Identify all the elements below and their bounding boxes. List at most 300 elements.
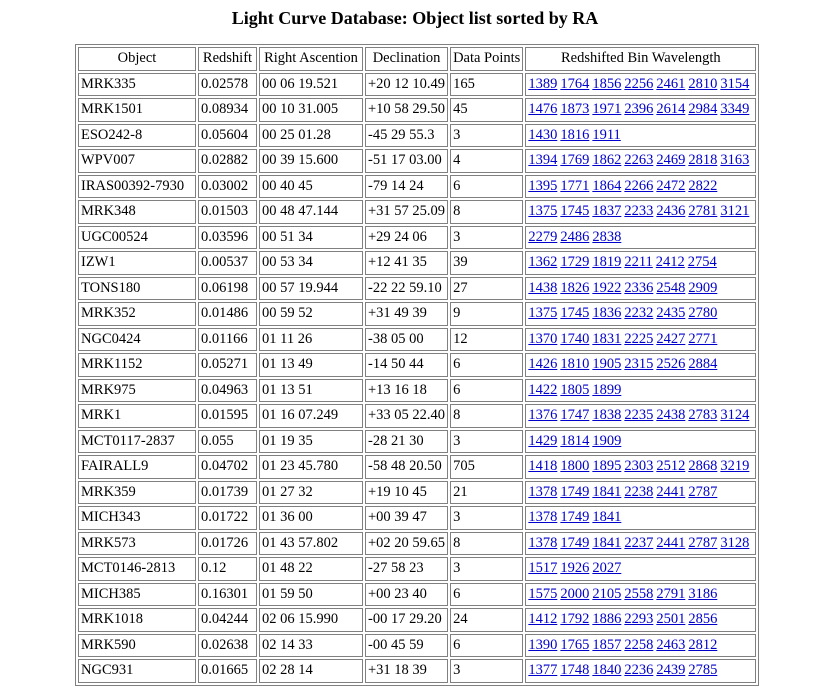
wavelength-link[interactable]: 1375: [528, 305, 558, 321]
cell-object: MRK590: [78, 634, 196, 658]
cell-right-ascention: 01 16 07.249: [259, 404, 363, 428]
cell-data-points: 3: [450, 659, 523, 683]
wavelength-link[interactable]: 1771: [560, 177, 590, 194]
cell-right-ascention: 00 57 19.944: [259, 277, 363, 301]
wavelength-link[interactable]: 2614: [656, 101, 686, 117]
table-row: [78, 634, 756, 658]
cell-right-ascention: 00 40 45: [259, 175, 363, 199]
cell-wavelength-links: [525, 175, 756, 199]
wavelength-link[interactable]: 3186: [688, 585, 718, 602]
cell-right-ascention: 00 51 34: [259, 226, 363, 250]
table-row: [78, 277, 756, 301]
cell-object: MRK573: [78, 532, 196, 556]
wavelength-link[interactable]: 2238: [624, 483, 654, 500]
cell-redshift: 0.04963: [198, 379, 257, 403]
wavelength-link[interactable]: 1840: [592, 662, 622, 678]
wavelength-link[interactable]: 2266: [624, 177, 654, 194]
cell-object: WPV007: [78, 149, 196, 173]
wavelength-link[interactable]: 1418: [528, 458, 558, 474]
wavelength-link[interactable]: 1837: [592, 203, 622, 219]
wavelength-link[interactable]: 2771: [688, 330, 718, 347]
wavelength-link[interactable]: 1895: [592, 458, 622, 474]
wavelength-link[interactable]: 1745: [560, 203, 590, 219]
wavelength-link[interactable]: 1429: [528, 432, 558, 449]
cell-right-ascention: 01 27 32: [259, 481, 363, 505]
wavelength-link[interactable]: 1378: [528, 534, 558, 551]
wavelength-link[interactable]: 2436: [656, 203, 686, 219]
wavelength-link[interactable]: 1412: [528, 611, 558, 627]
wavelength-link[interactable]: 3349: [720, 101, 750, 117]
table-row: [78, 328, 756, 352]
cell-right-ascention: 02 28 14: [259, 659, 363, 683]
wavelength-link[interactable]: 1899: [592, 381, 622, 398]
wavelength-link[interactable]: 1362: [528, 254, 558, 270]
cell-redshift: 0.08934: [198, 98, 257, 122]
cell-right-ascention: 00 10 31.005: [259, 98, 363, 122]
wavelength-link[interactable]: 2427: [656, 330, 686, 347]
wavelength-link[interactable]: 2526: [656, 356, 686, 372]
wavelength-link[interactable]: 2258: [624, 636, 654, 653]
cell-object: MRK352: [78, 302, 196, 326]
wavelength-link[interactable]: 1926: [560, 560, 590, 576]
table-row: [78, 302, 756, 326]
wavelength-link[interactable]: 2235: [624, 407, 654, 423]
wavelength-link[interactable]: 2263: [624, 152, 654, 168]
wavelength-link[interactable]: 2868: [688, 458, 718, 474]
cell-redshift: 0.01739: [198, 481, 257, 505]
wavelength-link[interactable]: 2000: [560, 585, 590, 602]
wavelength-link[interactable]: 2810: [688, 75, 718, 92]
cell-redshift: 0.01166: [198, 328, 257, 352]
col-header-right-ascention: Right Ascention: [259, 47, 363, 71]
wavelength-link[interactable]: 2225: [624, 330, 654, 347]
wavelength-link[interactable]: 1769: [560, 152, 590, 168]
cell-declination: -51 17 03.00: [365, 149, 448, 173]
table-container: [75, 44, 759, 686]
table-row: [78, 532, 756, 556]
wavelength-link[interactable]: 1805: [560, 381, 590, 398]
cell-declination: +31 49 39: [365, 302, 448, 326]
cell-declination: -28 21 30: [365, 430, 448, 454]
wavelength-link[interactable]: 1864: [592, 177, 622, 194]
wavelength-link[interactable]: 1862: [592, 152, 622, 168]
cell-data-points: 3: [450, 124, 523, 148]
cell-object: MICH343: [78, 506, 196, 530]
wavelength-link[interactable]: 1517: [528, 560, 558, 576]
cell-wavelength-links: [525, 73, 756, 97]
cell-declination: +19 10 45: [365, 481, 448, 505]
wavelength-link[interactable]: 1838: [592, 407, 622, 423]
wavelength-link[interactable]: 1841: [592, 483, 622, 500]
cell-data-points: 3: [450, 430, 523, 454]
wavelength-link[interactable]: 2785: [688, 662, 718, 678]
wavelength-link[interactable]: 2783: [688, 407, 718, 423]
cell-object: MCT0117-2837: [78, 430, 196, 454]
cell-data-points: 165: [450, 73, 523, 97]
wavelength-link[interactable]: 3124: [720, 407, 750, 423]
cell-wavelength-links: [525, 532, 756, 556]
cell-declination: -00 45 59: [365, 634, 448, 658]
cell-redshift: 0.03596: [198, 226, 257, 250]
wavelength-link[interactable]: 1792: [560, 611, 590, 627]
wavelength-link[interactable]: 3163: [720, 152, 750, 168]
wavelength-link[interactable]: 2211: [624, 254, 653, 270]
wavelength-link[interactable]: 2027: [592, 560, 622, 576]
cell-right-ascention: 00 53 34: [259, 251, 363, 275]
cell-object: MICH385: [78, 583, 196, 607]
cell-object: IRAS00392-7930: [78, 175, 196, 199]
wavelength-link[interactable]: 1749: [560, 534, 590, 551]
cell-object: MRK1: [78, 404, 196, 428]
wavelength-link[interactable]: 1740: [560, 330, 590, 347]
cell-wavelength-links: [525, 124, 756, 148]
cell-data-points: 9: [450, 302, 523, 326]
cell-declination: -45 29 55.3: [365, 124, 448, 148]
cell-right-ascention: 01 11 26: [259, 328, 363, 352]
cell-right-ascention: 01 48 22: [259, 557, 363, 581]
table-row: [78, 481, 756, 505]
cell-redshift: 0.00537: [198, 251, 257, 275]
cell-declination: +33 05 22.40: [365, 404, 448, 428]
cell-redshift: 0.12: [198, 557, 257, 581]
wavelength-link[interactable]: 1378: [528, 483, 558, 500]
table-row: [78, 583, 756, 607]
col-header-redshift: Redshift: [198, 47, 257, 71]
wavelength-link[interactable]: 2780: [688, 305, 718, 321]
wavelength-link[interactable]: 2303: [624, 458, 654, 474]
wavelength-link[interactable]: 1841: [592, 509, 622, 525]
cell-object: MRK1018: [78, 608, 196, 632]
wavelength-link[interactable]: 1377: [528, 662, 558, 678]
cell-wavelength-links: [525, 277, 756, 301]
cell-wavelength-links: [525, 659, 756, 683]
wavelength-link[interactable]: 3219: [720, 458, 750, 474]
wavelength-link[interactable]: 2787: [688, 534, 718, 551]
cell-declination: +20 12 10.49: [365, 73, 448, 97]
cell-object: FAIRALL9: [78, 455, 196, 479]
cell-redshift: 0.02882: [198, 149, 257, 173]
cell-object: MRK348: [78, 200, 196, 224]
wavelength-link[interactable]: 1810: [560, 356, 590, 372]
wavelength-link[interactable]: 2909: [688, 279, 718, 296]
wavelength-link[interactable]: 2838: [592, 228, 622, 245]
wavelength-link[interactable]: 3154: [720, 75, 750, 92]
cell-right-ascention: 02 14 33: [259, 634, 363, 658]
cell-redshift: 0.055: [198, 430, 257, 454]
wavelength-link[interactable]: 1394: [528, 152, 558, 168]
cell-declination: +00 23 40: [365, 583, 448, 607]
wavelength-link[interactable]: 2501: [656, 611, 686, 627]
cell-redshift: 0.03002: [198, 175, 257, 199]
cell-wavelength-links: [525, 634, 756, 658]
wavelength-link[interactable]: 2439: [656, 662, 686, 678]
cell-object: TONS180: [78, 277, 196, 301]
table-row: [78, 124, 756, 148]
wavelength-link[interactable]: 2236: [624, 662, 654, 678]
cell-object: MRK1152: [78, 353, 196, 377]
page-title: Light Curve Database: Object list sorted by RA: [231, 8, 599, 28]
cell-right-ascention: 00 48 47.144: [259, 200, 363, 224]
wavelength-link[interactable]: 1911: [592, 126, 621, 143]
cell-redshift: 0.01595: [198, 404, 257, 428]
wavelength-link[interactable]: 1836: [592, 305, 622, 321]
cell-declination: +31 57 25.09: [365, 200, 448, 224]
col-header-object: Object: [78, 47, 196, 71]
cell-wavelength-links: [525, 149, 756, 173]
wavelength-link[interactable]: 2486: [560, 228, 590, 245]
wavelength-link[interactable]: 1814: [560, 432, 590, 449]
wavelength-link[interactable]: 1922: [592, 279, 622, 296]
cell-data-points: 3: [450, 557, 523, 581]
wavelength-link[interactable]: 1378: [528, 509, 558, 525]
wavelength-link[interactable]: 1857: [592, 636, 622, 653]
cell-data-points: 21: [450, 481, 523, 505]
cell-right-ascention: 00 39 15.600: [259, 149, 363, 173]
cell-data-points: 39: [450, 251, 523, 275]
cell-data-points: 45: [450, 98, 523, 122]
wavelength-link[interactable]: 2984: [688, 101, 718, 117]
col-header-wavelength: Redshifted Bin Wavelength: [525, 47, 756, 71]
wavelength-link[interactable]: 1826: [560, 279, 590, 296]
wavelength-link[interactable]: 2396: [624, 101, 654, 117]
cell-object: MRK335: [78, 73, 196, 97]
wavelength-link[interactable]: 1886: [592, 611, 622, 627]
cell-data-points: 27: [450, 277, 523, 301]
col-header-declination: Declination: [365, 47, 448, 71]
wavelength-link[interactable]: 2884: [688, 356, 718, 372]
wavelength-link[interactable]: 2512: [656, 458, 686, 474]
cell-declination: -38 05 00: [365, 328, 448, 352]
cell-right-ascention: 01 43 57.802: [259, 532, 363, 556]
wavelength-link[interactable]: 2256: [624, 75, 654, 92]
wavelength-link[interactable]: 2463: [656, 636, 686, 653]
cell-wavelength-links: [525, 481, 756, 505]
cell-wavelength-links: [525, 328, 756, 352]
wavelength-link[interactable]: 2441: [656, 534, 686, 551]
wavelength-link[interactable]: 3121: [720, 203, 750, 219]
wavelength-link[interactable]: 1426: [528, 356, 558, 372]
cell-declination: +29 24 06: [365, 226, 448, 250]
wavelength-link[interactable]: 2105: [592, 585, 622, 602]
cell-wavelength-links: [525, 404, 756, 428]
cell-data-points: 3: [450, 506, 523, 530]
wavelength-link[interactable]: 1376: [528, 407, 558, 423]
cell-data-points: 6: [450, 353, 523, 377]
cell-data-points: 6: [450, 583, 523, 607]
wavelength-link[interactable]: 2336: [624, 279, 654, 296]
table-row: [78, 557, 756, 581]
wavelength-link[interactable]: 1873: [560, 101, 590, 117]
cell-redshift: 0.01665: [198, 659, 257, 683]
cell-right-ascention: 00 59 52: [259, 302, 363, 326]
table-row: [78, 226, 756, 250]
wavelength-link[interactable]: 2472: [656, 177, 686, 194]
cell-object: UGC00524: [78, 226, 196, 250]
cell-declination: +02 20 59.65: [365, 532, 448, 556]
wavelength-link[interactable]: 1816: [560, 126, 590, 143]
cell-redshift: 0.16301: [198, 583, 257, 607]
wavelength-link[interactable]: 2822: [688, 177, 718, 194]
cell-wavelength-links: [525, 608, 756, 632]
table-row: [78, 506, 756, 530]
cell-wavelength-links: [525, 379, 756, 403]
cell-data-points: 8: [450, 532, 523, 556]
table-header-row: [78, 47, 756, 71]
cell-declination: -27 58 23: [365, 557, 448, 581]
cell-right-ascention: 01 59 50: [259, 583, 363, 607]
cell-redshift: 0.01722: [198, 506, 257, 530]
table-row: [78, 149, 756, 173]
wavelength-link[interactable]: 1831: [592, 330, 622, 347]
wavelength-link[interactable]: 2237: [624, 534, 654, 551]
wavelength-link[interactable]: 2791: [656, 585, 686, 602]
cell-wavelength-links: [525, 506, 756, 530]
cell-data-points: 8: [450, 404, 523, 428]
cell-right-ascention: 00 25 01.28: [259, 124, 363, 148]
object-table: [75, 44, 759, 686]
table-row: [78, 175, 756, 199]
cell-declination: -58 48 20.50: [365, 455, 448, 479]
wavelength-link[interactable]: 1476: [528, 101, 558, 117]
cell-wavelength-links: [525, 583, 756, 607]
cell-data-points: 705: [450, 455, 523, 479]
wavelength-link[interactable]: 2233: [624, 203, 654, 219]
wavelength-link[interactable]: 1422: [528, 381, 558, 398]
cell-right-ascention: 01 36 00: [259, 506, 363, 530]
wavelength-link[interactable]: 2787: [688, 483, 718, 500]
wavelength-link[interactable]: 2856: [688, 611, 718, 627]
wavelength-link[interactable]: 2781: [688, 203, 718, 219]
cell-data-points: 8: [450, 200, 523, 224]
wavelength-link[interactable]: 1747: [560, 407, 590, 423]
cell-data-points: 24: [450, 608, 523, 632]
cell-redshift: 0.02578: [198, 73, 257, 97]
wavelength-link[interactable]: 1375: [528, 203, 558, 219]
cell-data-points: 6: [450, 175, 523, 199]
cell-wavelength-links: [525, 557, 756, 581]
cell-data-points: 3: [450, 226, 523, 250]
wavelength-link[interactable]: 2315: [624, 356, 654, 372]
wavelength-link[interactable]: 1971: [592, 101, 622, 117]
cell-object: NGC0424: [78, 328, 196, 352]
wavelength-link[interactable]: 1765: [560, 636, 590, 653]
cell-right-ascention: 01 13 49: [259, 353, 363, 377]
cell-data-points: 4: [450, 149, 523, 173]
cell-declination: +31 18 39: [365, 659, 448, 683]
wavelength-link[interactable]: 2558: [624, 585, 654, 602]
table-row: [78, 98, 756, 122]
wavelength-link[interactable]: 1370: [528, 330, 558, 347]
wavelength-link[interactable]: 1819: [592, 254, 622, 270]
cell-object: IZW1: [78, 251, 196, 275]
cell-object: NGC931: [78, 659, 196, 683]
cell-data-points: 12: [450, 328, 523, 352]
wavelength-link[interactable]: 3128: [720, 534, 750, 551]
wavelength-link[interactable]: 2412: [655, 254, 685, 270]
wavelength-link[interactable]: 1389: [528, 75, 558, 92]
cell-redshift: 0.05271: [198, 353, 257, 377]
cell-declination: +13 16 18: [365, 379, 448, 403]
table-row: [78, 73, 756, 97]
cell-object: MRK975: [78, 379, 196, 403]
cell-declination: -22 22 59.10: [365, 277, 448, 301]
wavelength-link[interactable]: 1909: [592, 432, 622, 449]
wavelength-link[interactable]: 2435: [656, 305, 686, 321]
cell-right-ascention: 01 23 45.780: [259, 455, 363, 479]
cell-object: MRK359: [78, 481, 196, 505]
cell-declination: -14 50 44: [365, 353, 448, 377]
wavelength-link[interactable]: 1764: [560, 75, 590, 92]
wavelength-link[interactable]: 2232: [624, 305, 654, 321]
wavelength-link[interactable]: 1749: [560, 509, 590, 525]
wavelength-link[interactable]: 2469: [656, 152, 686, 168]
wavelength-link[interactable]: 2438: [656, 407, 686, 423]
wavelength-link[interactable]: 1748: [560, 662, 590, 678]
wavelength-link[interactable]: 1729: [560, 254, 590, 270]
wavelength-link[interactable]: 2818: [688, 152, 718, 168]
cell-wavelength-links: [525, 302, 756, 326]
cell-right-ascention: 02 06 15.990: [259, 608, 363, 632]
table-row: [78, 379, 756, 403]
wavelength-link[interactable]: 1430: [528, 126, 558, 143]
wavelength-link[interactable]: 1800: [560, 458, 590, 474]
wavelength-link[interactable]: 2548: [656, 279, 686, 296]
wavelength-link[interactable]: 2279: [528, 228, 558, 245]
cell-declination: -79 14 24: [365, 175, 448, 199]
cell-redshift: 0.01486: [198, 302, 257, 326]
wavelength-link[interactable]: 1841: [592, 534, 622, 551]
table-row: [78, 404, 756, 428]
cell-wavelength-links: [525, 353, 756, 377]
wavelength-link[interactable]: 2293: [624, 611, 654, 627]
cell-right-ascention: 01 19 35: [259, 430, 363, 454]
wavelength-link[interactable]: 1438: [528, 279, 558, 296]
wavelength-link[interactable]: 2441: [656, 483, 686, 500]
wavelength-link[interactable]: 1749: [560, 483, 590, 500]
table-row: [78, 608, 756, 632]
wavelength-link[interactable]: 1575: [528, 585, 558, 602]
cell-declination: +00 39 47: [365, 506, 448, 530]
table-row: [78, 200, 756, 224]
cell-declination: +10 58 29.50: [365, 98, 448, 122]
cell-redshift: 0.06198: [198, 277, 257, 301]
cell-redshift: 0.01503: [198, 200, 257, 224]
cell-data-points: 6: [450, 379, 523, 403]
cell-redshift: 0.02638: [198, 634, 257, 658]
cell-declination: -00 17 29.20: [365, 608, 448, 632]
wavelength-link[interactable]: 1395: [528, 177, 558, 194]
cell-object: MRK1501: [78, 98, 196, 122]
table-body: [78, 73, 756, 683]
wavelength-link[interactable]: 2461: [656, 75, 686, 92]
table-row: [78, 251, 756, 275]
wavelength-link[interactable]: 2754: [687, 254, 717, 270]
wavelength-link[interactable]: 1390: [528, 636, 558, 653]
table-row: [78, 659, 756, 683]
cell-right-ascention: 01 13 51: [259, 379, 363, 403]
wavelength-link[interactable]: 1905: [592, 356, 622, 372]
wavelength-link[interactable]: 1745: [560, 305, 590, 321]
cell-wavelength-links: [525, 251, 756, 275]
wavelength-link[interactable]: 1856: [592, 75, 622, 92]
wavelength-link[interactable]: 2812: [688, 636, 718, 653]
table-row: [78, 455, 756, 479]
cell-wavelength-links: [525, 226, 756, 250]
cell-redshift: 0.05604: [198, 124, 257, 148]
cell-redshift: 0.04702: [198, 455, 257, 479]
cell-data-points: 6: [450, 634, 523, 658]
cell-wavelength-links: [525, 98, 756, 122]
